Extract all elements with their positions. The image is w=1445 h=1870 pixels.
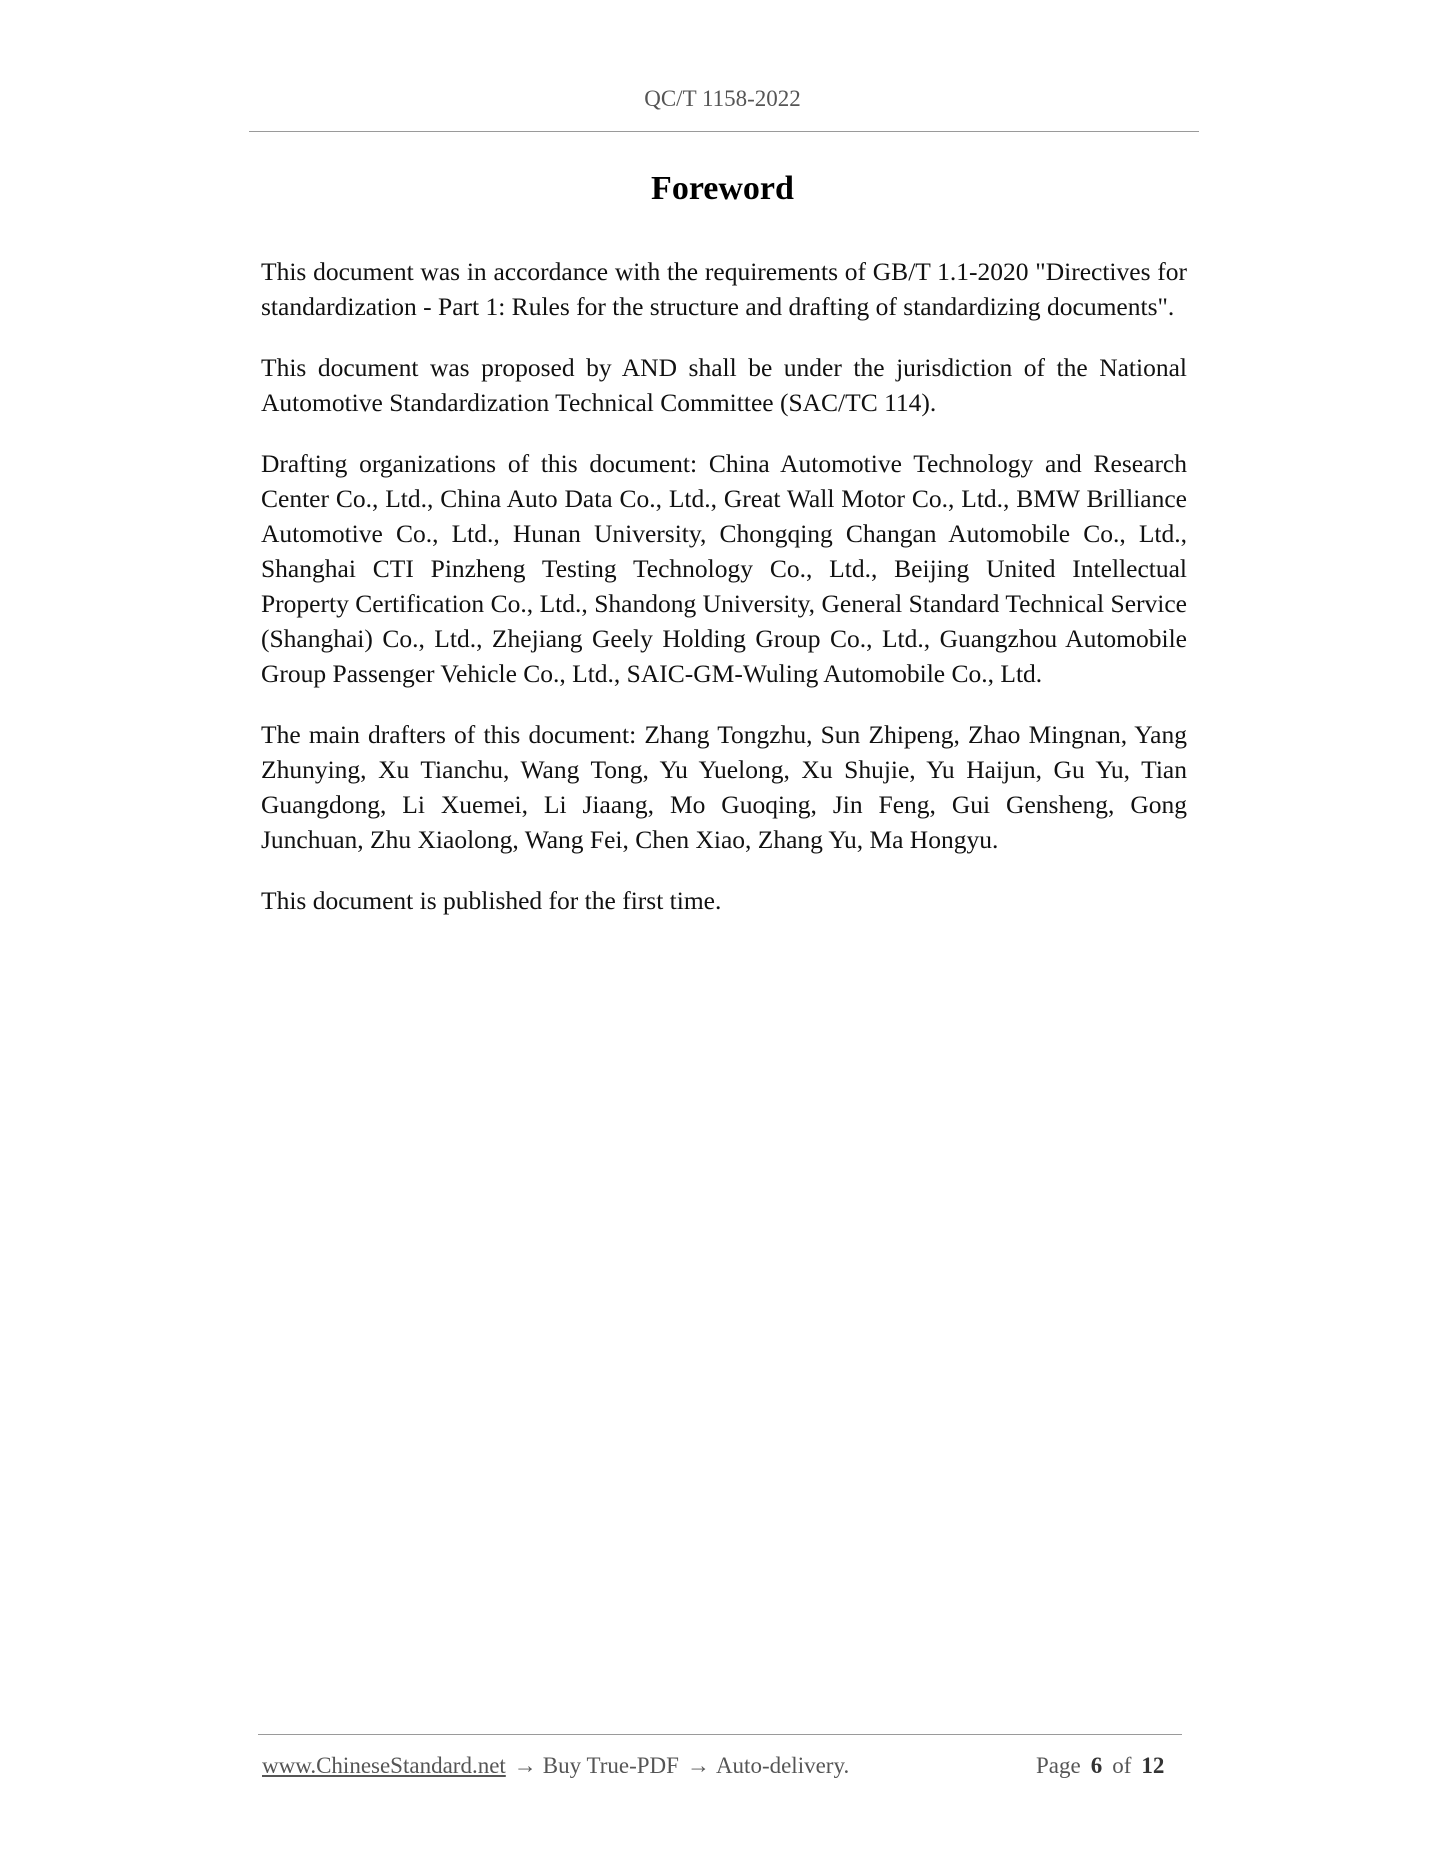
buy-true-pdf-text: Buy True-PDF: [542, 1753, 679, 1778]
header-divider: [249, 131, 1199, 132]
page-current: 6: [1090, 1753, 1103, 1778]
paragraph-main-drafters: The main drafters of this document: Zhang Tongzhu, Sun Zhipeng, Zhao Mingnan, Yang Zhunying, Xu Tianchu, Wang Tong, Yu Yuelong, Xu Shujie, Yu Haijun, Gu Yu, Tian Guangdong, Li Xuemei, Li Jiaang, Mo Guoqing, Jin Feng, Gui Gensheng, Gong Junchuan, Zhu Xiaolong, Wang Fei, Chen Xiao, Zhang Yu, Ma Hongyu.: [261, 720, 1187, 854]
page-indicator: [1036, 1753, 1164, 1779]
website-link[interactable]: www.ChineseStandard.net: [262, 1753, 506, 1778]
foreword-body: [261, 254, 1187, 944]
page-label: Page: [1036, 1753, 1081, 1778]
footer-promo: [262, 1753, 849, 1779]
paragraph-first-publication: This document is published for the first time.: [261, 886, 722, 915]
paragraph-directives: This document was in accordance with the requirements of GB/T 1.1-2020 "Directives for standardization - Part 1: Rules for the structure and drafting of standardizing documents".: [261, 257, 1187, 321]
paragraph-jurisdiction: This document was proposed by AND shall be under the jurisdiction of the National Automotive Standardization Technical Committee (SAC/TC 114).: [261, 353, 1187, 417]
arrow-right-icon: →: [686, 1753, 710, 1778]
header-doc-code: QC/T 1158-2022: [644, 86, 801, 111]
page-total: 12: [1141, 1753, 1165, 1778]
page-title: Foreword: [651, 170, 794, 207]
page-of-label: of: [1112, 1753, 1132, 1778]
auto-delivery-text: Auto-delivery.: [715, 1753, 850, 1778]
paragraph-drafting-organizations: Drafting organizations of this document: China Automotive Technology and Research Center Co., Ltd., China Auto Data Co., Ltd., Great Wall Motor Co., Ltd., BMW Brilliance Automotive Co., Ltd., Hunan University, Chongqing Changan Automobile Co., Ltd., Shanghai CTI Pinzheng Testing Technology Co., Ltd., Beijing United Intellectual Property Certification Co., Ltd., Shandong University, General Standard Technical Service (Shanghai) Co., Ltd., Zhejiang Geely Holding Group Co., Ltd., Guangzhou Automobile Group Passenger Vehicle Co., Ltd., SAIC-GM-Wuling Automobile Co., Ltd.: [261, 449, 1187, 688]
footer-divider: [258, 1734, 1182, 1735]
arrow-right-icon: →: [513, 1753, 537, 1778]
